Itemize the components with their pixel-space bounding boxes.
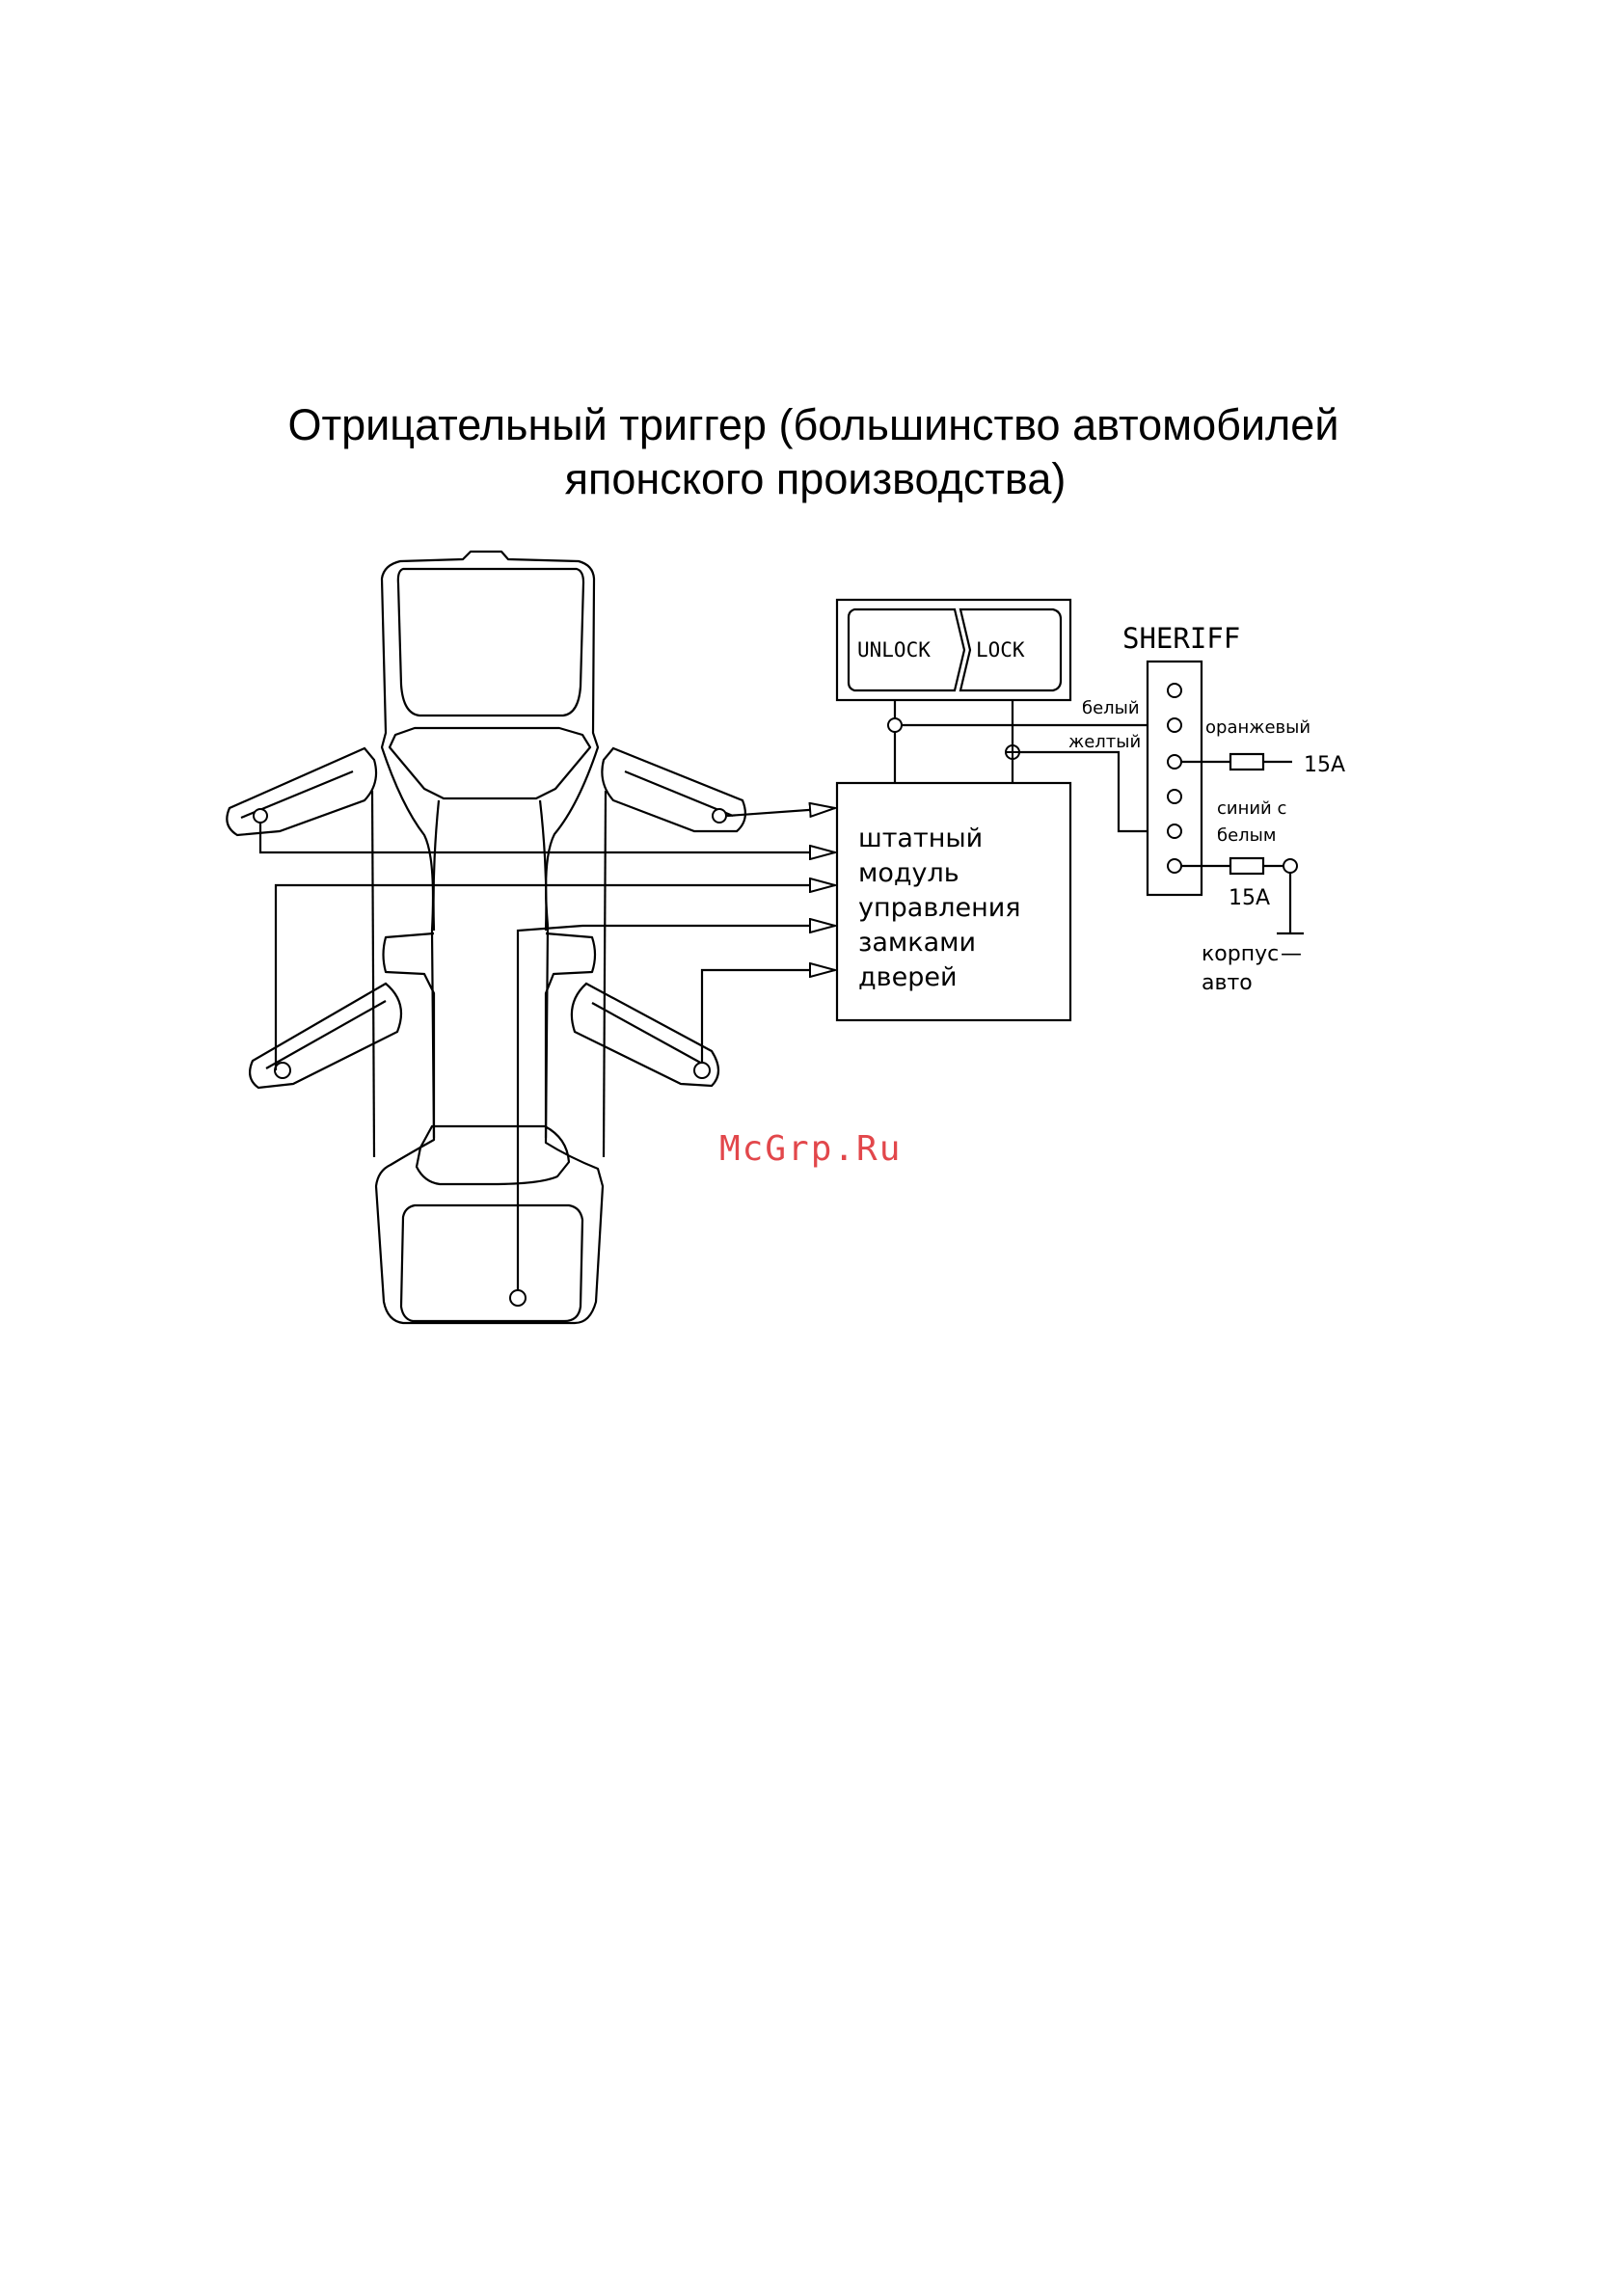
actuator-rear-right — [694, 1063, 710, 1078]
actuator-front-left — [254, 809, 267, 823]
wire-rear-right — [702, 970, 835, 1063]
module-label-1: штатный — [858, 824, 984, 853]
label-white-wire: белый — [1082, 698, 1140, 718]
ground-junction — [1283, 859, 1297, 873]
actuator-trunk — [510, 1290, 526, 1306]
label-orange-wire: оранжевый — [1205, 717, 1311, 738]
fuse-2-label: 15A — [1229, 886, 1271, 910]
watermark: McGrp.Ru — [719, 1129, 903, 1169]
door-rear-left — [250, 984, 401, 1088]
car-outline — [372, 552, 606, 1323]
wire-rear-left — [276, 885, 835, 1070]
module-label-4: замками — [858, 928, 977, 958]
wire-front-left — [260, 823, 835, 852]
fuse-1-label: 15A — [1304, 753, 1346, 777]
diagram-title-line-2: японского производства) — [564, 454, 1067, 503]
label-blue-white-1: синий с — [1217, 798, 1287, 819]
module-label-2: модуль — [858, 858, 959, 888]
label-blue-white-2: белым — [1217, 825, 1277, 846]
module-label-5: дверей — [858, 962, 958, 992]
wire-front-right — [727, 808, 835, 816]
wire-trunk — [518, 926, 835, 1290]
ground-sign: — — [1281, 942, 1302, 966]
door-front-left — [227, 748, 376, 835]
label-yellow-wire: желтый — [1068, 732, 1142, 752]
ground-label-2: авто — [1202, 971, 1253, 995]
actuator-front-right — [713, 809, 726, 823]
actuator-rear-left — [275, 1063, 290, 1078]
lock-label: LOCK — [976, 638, 1025, 662]
ground-label-1: корпус — [1202, 942, 1280, 966]
diagram-title-line-1: Отрицательный триггер (большинство автомобилей — [287, 400, 1339, 449]
unlock-label: UNLOCK — [857, 638, 931, 662]
junction-white — [888, 718, 902, 732]
module-label-3: управления — [858, 893, 1021, 923]
sheriff-label: SHERIFF — [1122, 622, 1241, 655]
